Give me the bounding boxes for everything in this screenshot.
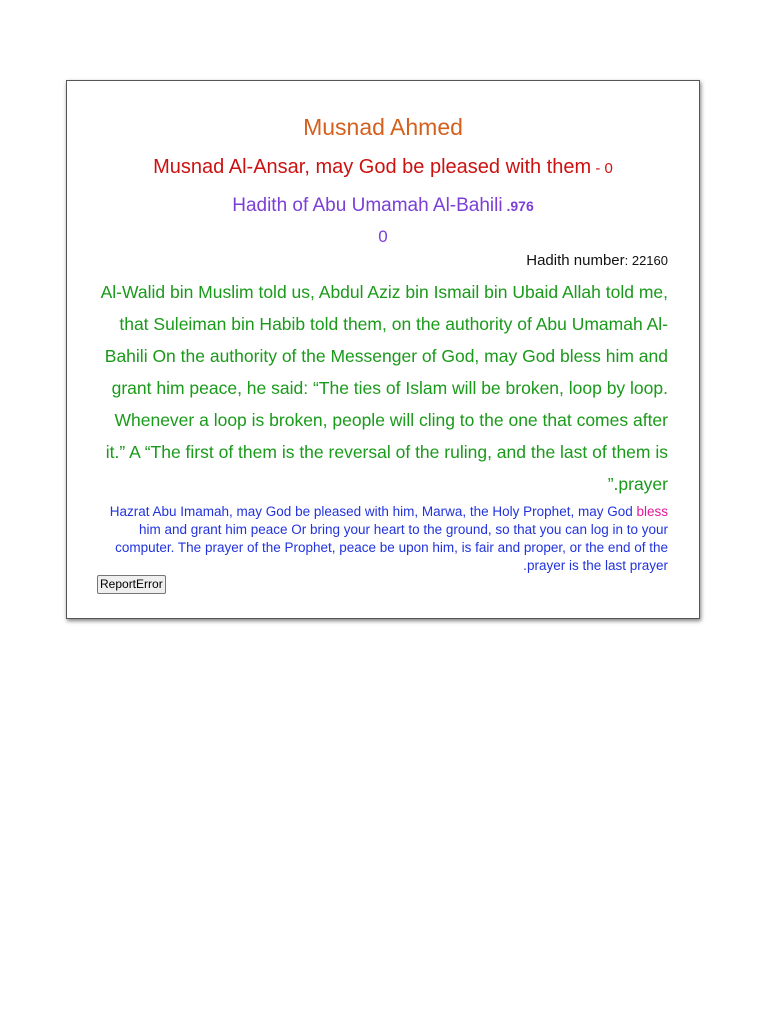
report-error-button[interactable]: ReportError	[97, 575, 166, 594]
book-title: Musnad Ahmed	[303, 114, 463, 140]
hadith-number	[526, 252, 668, 269]
hadith-text: Al-Walid bin Muslim told us, Abdul Aziz bin Ismail bin Ubaid Allah told me, that Suleiman bin Habib told them, on the authority of Abu Umamah Al-Bahili On the authority of the Messenger of God, may God bless him and grant him peace, he said: “The ties of Islam will be broken, loop by loop. Whenever a loop is broken, people will cling to the one that comes after it.” A “The first of them is the reversal of the ruling, and the last of them is prayer.”	[100, 282, 668, 494]
hadith-number-label: Hadith number	[526, 252, 625, 269]
chapter-suffix: - 0	[591, 160, 613, 177]
translation-part-2: him and grant him peace Or bring your heart to the ground, so that you can log in to your computer. The prayer of the Prophet, peace be upon him, is fair and proper, or the end of the prayer is the last prayer.	[115, 522, 668, 573]
hadith-number-value: : 22160	[624, 253, 668, 268]
hadith-card	[66, 80, 700, 619]
section-title	[67, 195, 699, 217]
section-subline: 0	[378, 227, 388, 246]
chapter-title	[67, 156, 699, 179]
translation-highlight: bless	[636, 504, 668, 519]
section-number: .976	[502, 198, 534, 214]
translation-part-1: Hazrat Abu Imamah, may God be pleased with him, Marwa, the Holy Prophet, may God	[109, 504, 637, 519]
chapter-title-text: Musnad Al-Ansar, may God be pleased with them	[153, 156, 592, 178]
hadith-translation	[100, 503, 668, 575]
section-title-text: Hadith of Abu Umamah Al-Bahili	[232, 195, 503, 216]
